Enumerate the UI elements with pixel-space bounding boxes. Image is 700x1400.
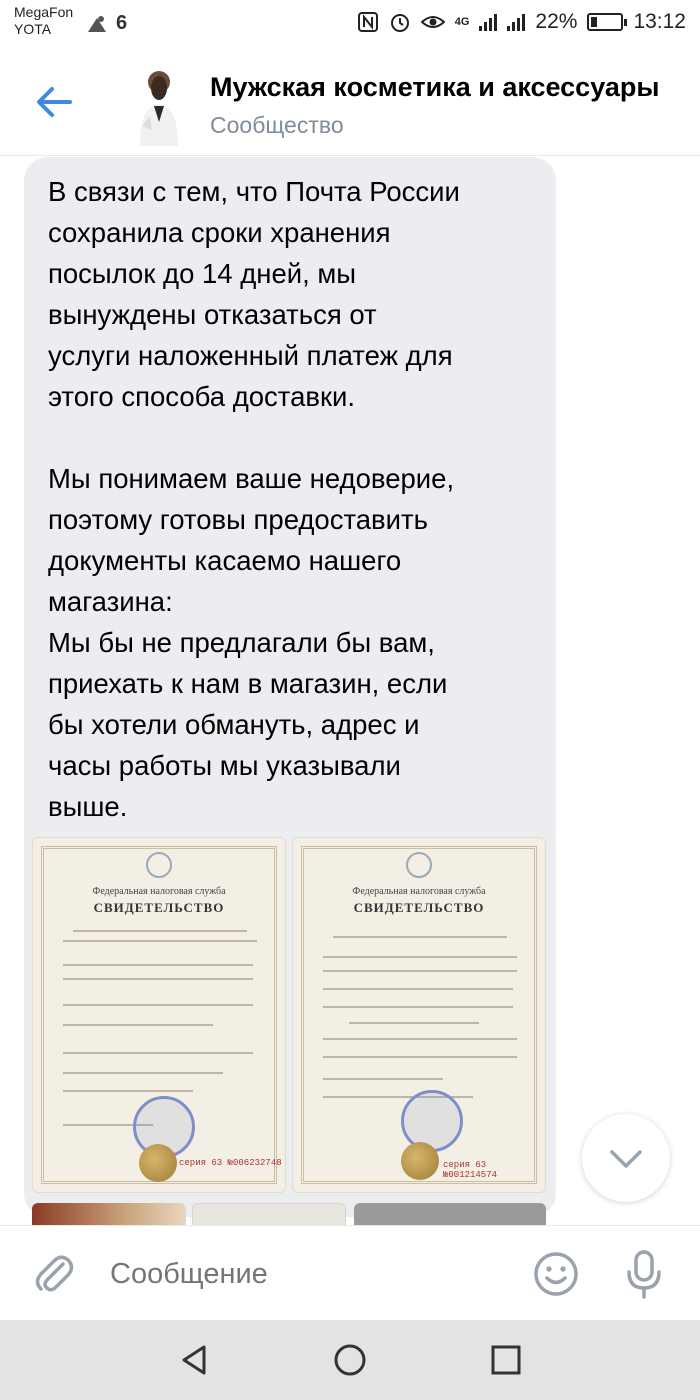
notification-icons [86, 12, 127, 35]
chat-header [0, 50, 700, 156]
text-line [63, 1052, 253, 1054]
text-line [333, 936, 507, 938]
emblem-icon [146, 852, 172, 878]
document-serial: серия 63 №001214574 [443, 1160, 498, 1180]
seal-stamp [401, 1090, 463, 1152]
battery-level [591, 17, 597, 27]
avatar[interactable] [128, 66, 190, 146]
system-indicators [357, 10, 686, 34]
message-composer [0, 1225, 700, 1320]
network-type: 4G [454, 16, 470, 28]
document-serial: серия 63 №006232748 [179, 1158, 282, 1168]
document-header: Федеральная налоговая служба [352, 886, 486, 897]
document-photo-2[interactable] [292, 837, 546, 1193]
message-list[interactable] [0, 157, 700, 1225]
battery-icon [587, 13, 623, 31]
clock: 13:12 [633, 10, 686, 33]
nfc-icon [357, 11, 379, 33]
text-line [63, 1090, 193, 1092]
document-header: Федеральная налоговая служба [92, 886, 226, 897]
text-line [63, 1004, 253, 1006]
text-line [323, 1006, 513, 1008]
arrow-left-icon[interactable] [30, 78, 78, 126]
smile-icon[interactable] [532, 1250, 580, 1298]
text-line [63, 978, 253, 980]
text-line [349, 1022, 479, 1024]
carrier-line-2: YOTA [14, 21, 52, 37]
notification-count: 6 [116, 12, 128, 34]
scroll-to-bottom-button[interactable] [582, 1114, 670, 1202]
text-line [323, 970, 517, 972]
text-line [63, 940, 257, 942]
system-navigation-bar [0, 1320, 700, 1400]
hologram-sticker [139, 1144, 177, 1182]
recents-square-icon[interactable] [488, 1342, 524, 1378]
document-photo-1[interactable] [32, 837, 286, 1193]
text-line [63, 1024, 213, 1026]
message-text: В связи с тем, что Почта России сохранила сроки хранения посылок до 14 дней, мы вынуждены отказаться от услуги наложенный платеж для этого способа доставки. Мы понимаем ваше недоверие, поэтому готовы предоставить документы касаемо нашего магазина: Мы бы не предлагали бы вам, приехать к нам в магазин, если бы хотели обмануть, адрес и часы работы мы указывали выше. [48, 176, 460, 822]
text-line [73, 930, 247, 932]
home-circle-icon[interactable] [332, 1342, 368, 1378]
community-title[interactable]: Мужская косметика и аксессуары [210, 72, 660, 102]
eye-icon [421, 12, 445, 32]
battery-percent: 22% [535, 10, 578, 33]
document-title: СВИДЕТЕЛЬСТВО [353, 900, 485, 915]
text-line [323, 956, 517, 958]
status-bar [0, 0, 700, 50]
attachment-thumbnail-4[interactable] [192, 1203, 346, 1225]
paperclip-icon[interactable] [30, 1250, 78, 1298]
text-line [323, 988, 513, 990]
back-triangle-icon[interactable] [176, 1342, 212, 1378]
text-line [323, 1038, 517, 1040]
attachment-thumbnail-3[interactable] [32, 1203, 186, 1225]
hologram-sticker [401, 1142, 439, 1180]
text-line [63, 964, 253, 966]
carrier-line-1: MegaFon [14, 4, 74, 20]
signal-icon [479, 13, 497, 31]
text-line [323, 1078, 443, 1080]
alarm-icon [389, 11, 411, 33]
emblem-icon [406, 852, 432, 878]
chevron-down-icon [582, 1114, 670, 1202]
signal-2-icon [507, 13, 525, 31]
community-subtitle: Сообщество [210, 112, 344, 138]
text-line [63, 1072, 223, 1074]
attachment-thumbnail-5[interactable] [354, 1203, 546, 1225]
document-title: СВИДЕТЕЛЬСТВО [93, 900, 225, 915]
notification-app-icon [86, 14, 108, 34]
message-input[interactable] [110, 1252, 510, 1296]
microphone-icon[interactable] [620, 1248, 668, 1300]
text-line [323, 1056, 517, 1058]
carrier-label [14, 4, 73, 38]
